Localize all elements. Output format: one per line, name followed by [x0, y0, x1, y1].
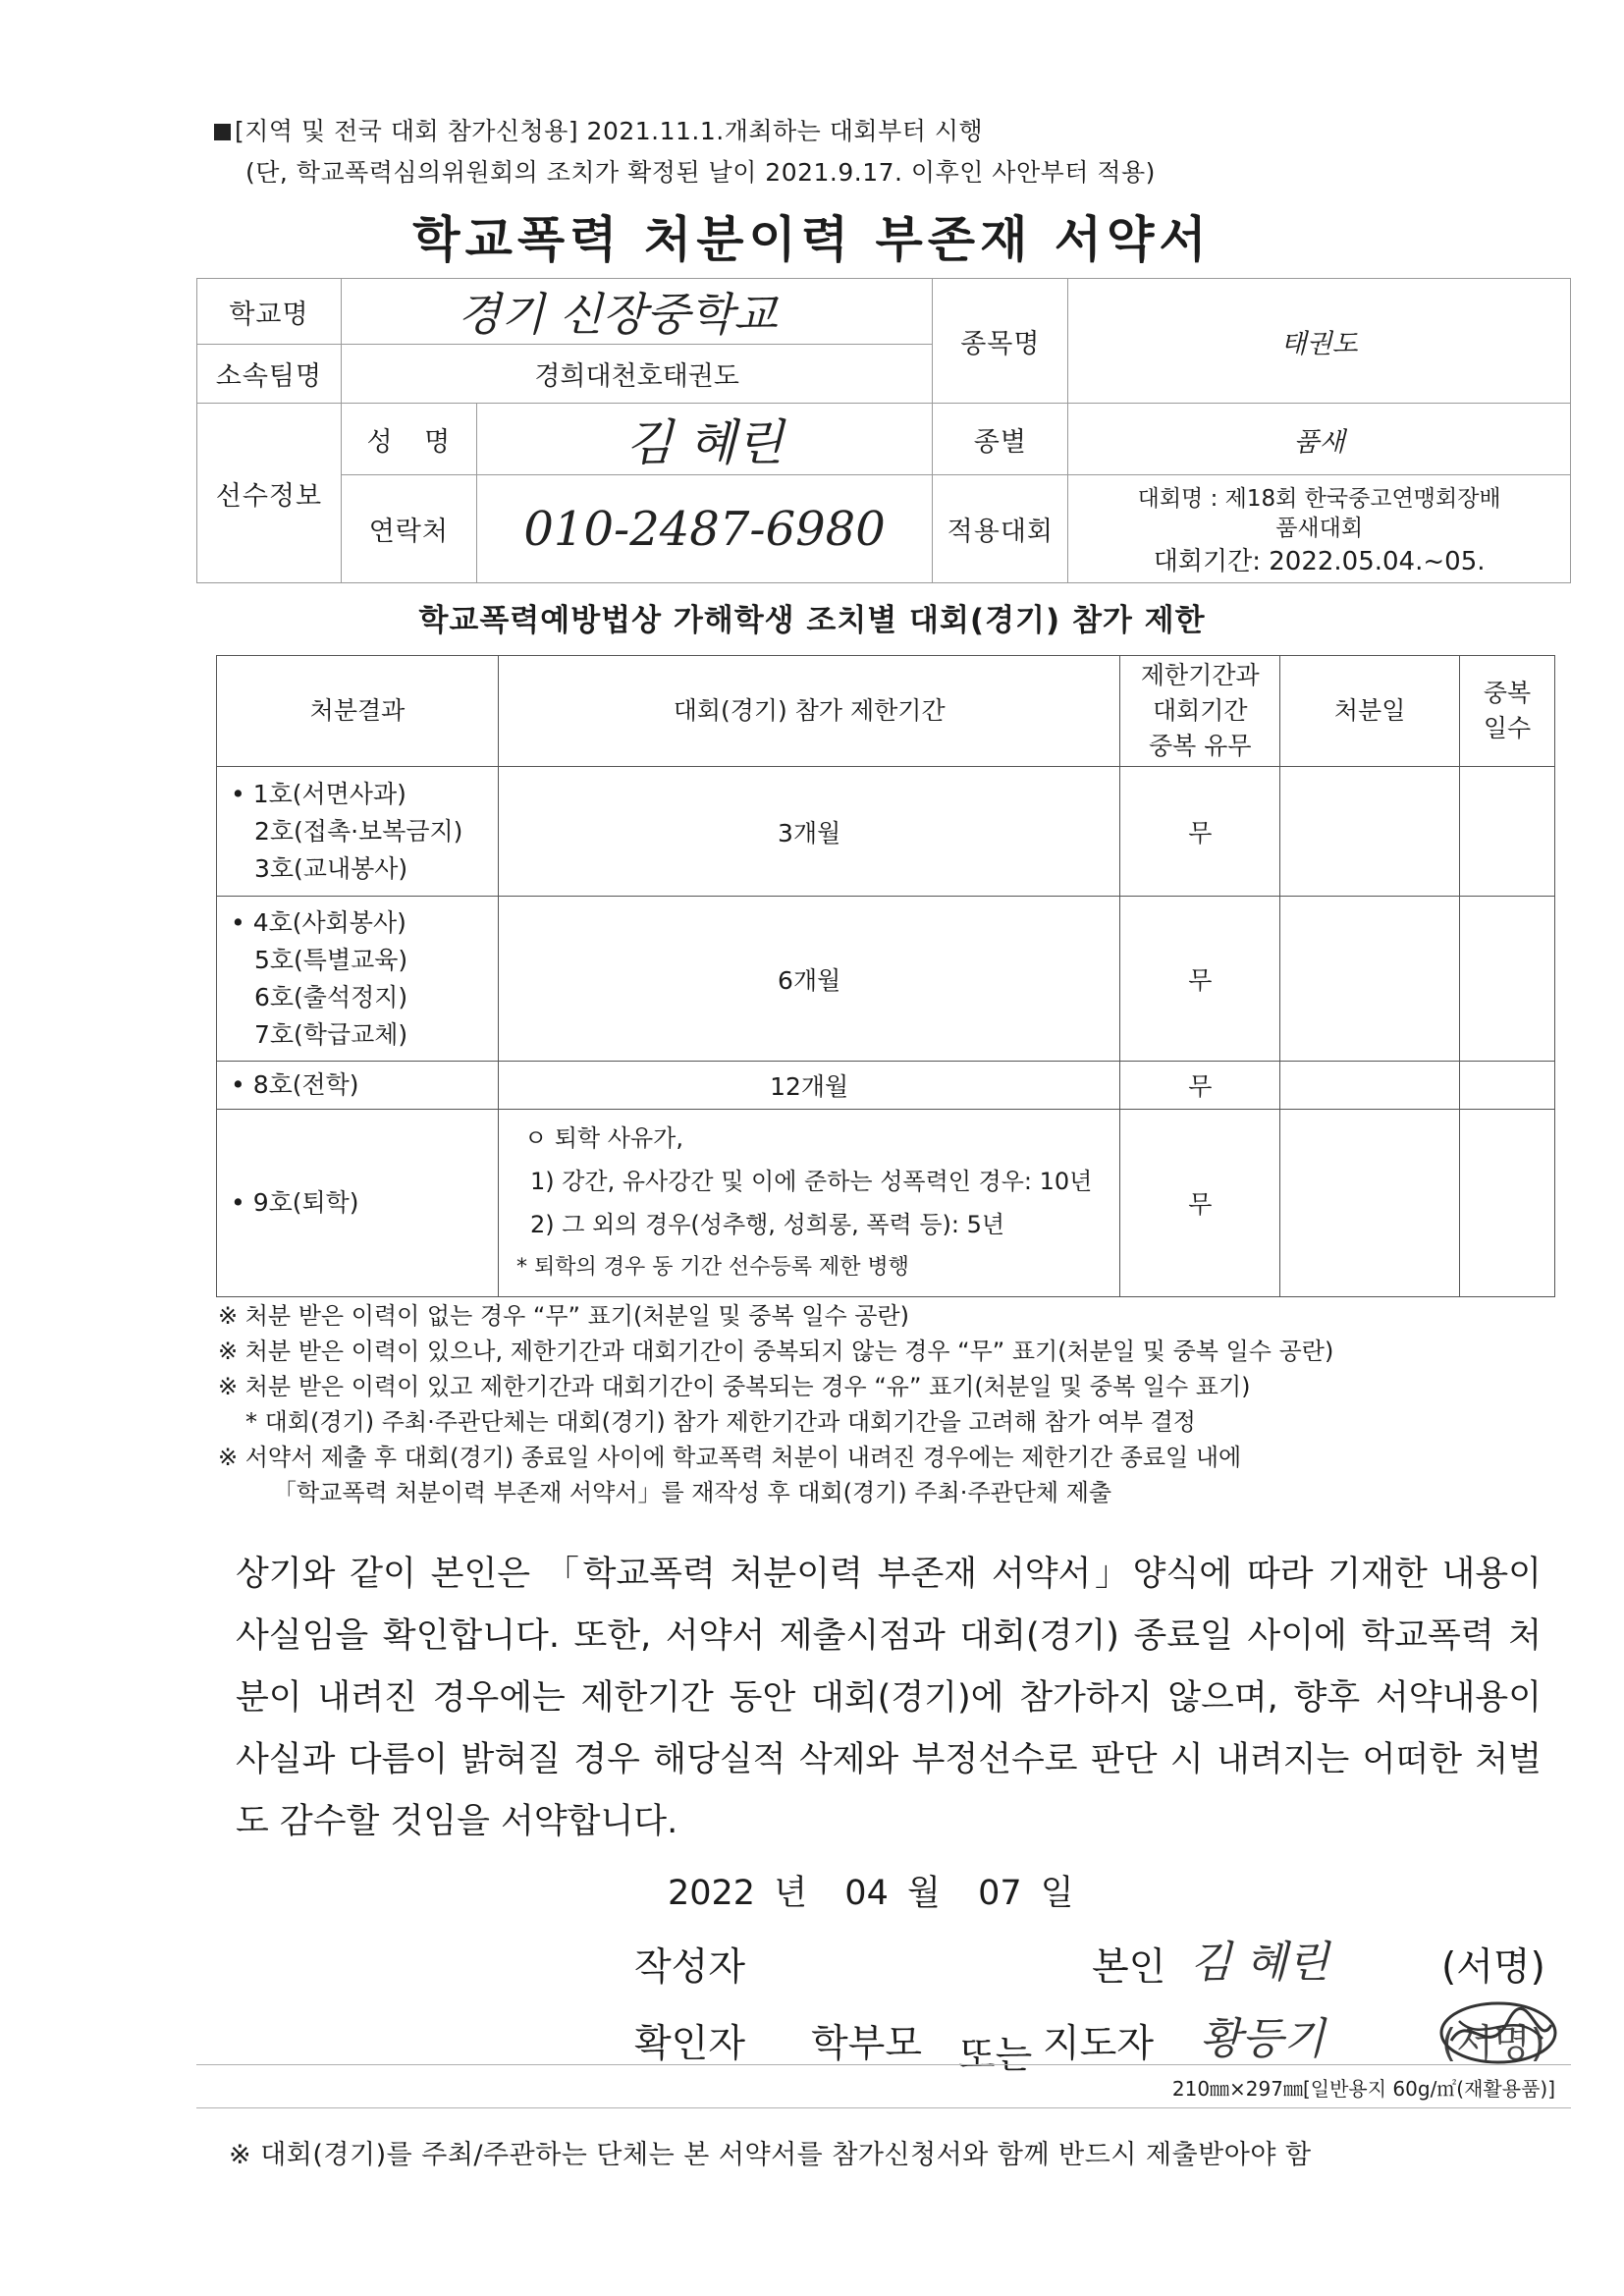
header-line-1 — [214, 112, 983, 147]
info-table — [196, 278, 1571, 583]
result-item: • 8호(전학) — [231, 1070, 359, 1099]
days-cell — [1460, 1062, 1555, 1110]
header-days-line-1: 중복 — [1483, 679, 1532, 707]
result-item: • 1호(서면사과) — [231, 779, 406, 808]
result-item: 2호(접촉·보복금지) — [254, 816, 463, 846]
name-label: 성 명 — [341, 404, 476, 475]
contact-handwriting: 010-2487-6980 — [523, 501, 886, 557]
note-line: ※ 서약서 제출 후 대회(경기) 종료일 사이에 학교폭력 처분이 내려진 경우에는 제한기간 종료일 내에 — [218, 1444, 1242, 1471]
result-item: • 9호(퇴학) — [231, 1188, 359, 1217]
date-year: 2022 — [668, 1874, 756, 1913]
school-value — [341, 279, 933, 345]
header-date: 처분일 — [1280, 656, 1460, 767]
writer-label: 작성자 — [634, 1945, 746, 1990]
paper-spec: 210㎜×297㎜[일반용지 60g/㎡(재활용품)] — [1171, 2077, 1555, 2101]
note-line: ※ 처분 받은 이력이 있고 제한기간과 대회기간이 중복되는 경우 “유” 표기(처분일 및 중복 일수 표기) — [218, 1373, 1251, 1400]
document-title: 학교폭력 처분이력 부존재 서약서 — [412, 211, 1212, 268]
competition-period: 대회기간: 2022.05.04.~05. — [1153, 546, 1486, 576]
school-handwriting: 경기 신장중학교 — [457, 288, 778, 341]
header-line-1-text: [지역 및 전국 대회 참가신청용] 2021.11.1.개최하는 대회부터 시행 — [235, 117, 984, 145]
competition-name-line-1: 대회명 : 제18회 한국중고연맹회장배 — [1137, 485, 1501, 512]
team-label: 소속팀명 — [197, 345, 342, 404]
or-label: 또는 — [958, 2034, 1033, 2078]
header-result: 처분결과 — [217, 656, 499, 767]
square-bullet-icon — [214, 124, 231, 140]
result-cell — [217, 1062, 499, 1110]
notes — [218, 1298, 1333, 1510]
parent-label: 학부모 — [811, 2022, 923, 2066]
pledge-text: 상기와 같이 본인은 「학교폭력 처분이력 부존재 서약서」양식에 따라 기재한 내용이 사실임을 확인합니다. 또한, 서약서 제출시점과 대회(경기) 종료일 사이에 학교폭력 처분이 내려진 경우에는 제한기간 동안 대회(경기)에 참가하지 않으며, 향후 서약내용이 사실과 다름이 밝혀질 경우 해당실적 삭제와 부정선수로 판단 시 내려지는 어떠한 처벌도 감수할 것임을 서약합니다. — [236, 1555, 1542, 1841]
leave-reason-line: 2) 그 외의 경우(성추행, 성희롱, 폭력 등): 5년 — [529, 1211, 1005, 1238]
date-day-unit: 일 — [1040, 1874, 1074, 1913]
team-value: 경희대천호태권도 — [341, 345, 933, 404]
coach-signature: 황등기 — [1200, 2014, 1326, 2064]
days-cell — [1460, 767, 1555, 897]
overlap-cell: 무 — [1120, 767, 1280, 897]
header-overlap — [1120, 656, 1280, 767]
result-item: 3호(교내봉사) — [254, 853, 408, 883]
bottom-note: ※ 대회(경기)를 주최/주관하는 단체는 본 서약서를 참가신청서와 함께 반드시 제출받아야 함 — [229, 2140, 1312, 2170]
period-cell: 12개월 — [498, 1062, 1119, 1110]
competition-label: 적용대회 — [933, 475, 1068, 583]
table-row — [217, 767, 1555, 897]
header-days — [1460, 656, 1555, 767]
result-item: 5호(특별교육) — [254, 945, 408, 974]
footer-divider-2 — [196, 2107, 1571, 2108]
header-overlap-line-1: 제한기간과 — [1140, 661, 1260, 689]
date-cell — [1280, 767, 1460, 897]
header-period: 대회(경기) 참가 제한기간 — [498, 656, 1119, 767]
days-cell — [1460, 897, 1555, 1062]
overlap-cell: 무 — [1120, 897, 1280, 1062]
overlap-cell: 무 — [1120, 1062, 1280, 1110]
sign-label: (서명) — [1441, 1945, 1545, 1990]
sport-value: 태권도 — [1068, 279, 1571, 404]
header-days-line-2: 일수 — [1483, 714, 1532, 742]
header-line-2: (단, 학교폭력심의위원회의 조치가 확정된 날이 2021.9.17. 이후인 사안부터 적용) — [245, 158, 1156, 187]
signature-scribble-icon — [1430, 1992, 1567, 2074]
sign-label-2: (서명) — [1441, 2022, 1545, 2066]
result-cell — [217, 767, 499, 897]
date-year-unit: 년 — [774, 1874, 808, 1913]
contact-label: 연락처 — [341, 475, 476, 583]
result-item: • 4호(사회봉사) — [231, 907, 406, 937]
date-cell — [1280, 1110, 1460, 1297]
leave-reason-line: * 퇴학의 경우 동 기간 선수등록 제한 병행 — [515, 1255, 909, 1280]
self-label: 본인 — [1092, 1945, 1166, 1990]
name-handwriting: 김 혜린 — [625, 414, 784, 471]
date-cell — [1280, 1062, 1460, 1110]
restriction-table — [216, 655, 1555, 1297]
category-value: 품새 — [1068, 404, 1571, 475]
note-line: ※ 처분 받은 이력이 있으나, 제한기간과 대회기간이 중복되지 않는 경우 “무” 표기(처분일 및 중복 일수 공란) — [218, 1338, 1334, 1365]
note-line: ※ 처분 받은 이력이 없는 경우 “무” 표기(처분일 및 중복 일수 공란) — [218, 1302, 910, 1330]
school-label: 학교명 — [197, 279, 342, 345]
confirmer-label: 확인자 — [634, 2022, 746, 2066]
table-row — [217, 897, 1555, 1062]
coach-label: 지도자 — [1043, 2022, 1155, 2066]
date-day: 07 — [978, 1874, 1022, 1913]
table-row — [217, 1110, 1555, 1297]
player-info-label: 선수정보 — [197, 404, 342, 583]
header-overlap-line-2: 대회기간 — [1152, 696, 1248, 725]
result-item: 6호(출석정지) — [254, 982, 408, 1011]
category-label: 종별 — [933, 404, 1068, 475]
result-cell — [217, 897, 499, 1062]
overlap-cell: 무 — [1120, 1110, 1280, 1297]
header-overlap-line-3: 중복 유무 — [1149, 732, 1252, 760]
date-month-unit: 월 — [906, 1874, 941, 1913]
note-line: * 대회(경기) 주최·주관단체는 대회(경기) 참가 제한기간과 대회기간을 고려해 참가 여부 결정 — [245, 1408, 1196, 1436]
note-line: 「학교폭력 처분이력 부존재 서약서」를 재작성 후 대회(경기) 주최·주관단체 제출 — [273, 1479, 1112, 1506]
period-cell: 3개월 — [498, 767, 1119, 897]
competition-value — [1068, 475, 1571, 583]
restriction-subtitle: 학교폭력예방법상 가해학생 조치별 대회(경기) 참가 제한 — [418, 603, 1206, 638]
competition-name-line-2: 품새대회 — [1275, 515, 1364, 541]
writer-signature: 김 혜린 — [1190, 1938, 1329, 1988]
name-value — [476, 404, 933, 475]
period-cell: 6개월 — [498, 897, 1119, 1062]
table-row — [217, 1062, 1555, 1110]
contact-value — [476, 475, 933, 583]
result-cell — [217, 1110, 499, 1297]
date-month: 04 — [844, 1874, 889, 1913]
days-cell — [1460, 1110, 1555, 1297]
footer-divider — [196, 2064, 1571, 2065]
leave-reason-line: 1) 강간, 유사강간 및 이에 준하는 성폭력인 경우: 10년 — [529, 1168, 1093, 1195]
leave-reason-line: ㅇ 퇴학 사유가, — [523, 1124, 683, 1152]
period-cell — [498, 1110, 1119, 1297]
sport-label: 종목명 — [933, 279, 1068, 404]
result-item: 7호(학급교체) — [254, 1019, 408, 1049]
date-cell — [1280, 897, 1460, 1062]
signing-date — [668, 1866, 1074, 1915]
